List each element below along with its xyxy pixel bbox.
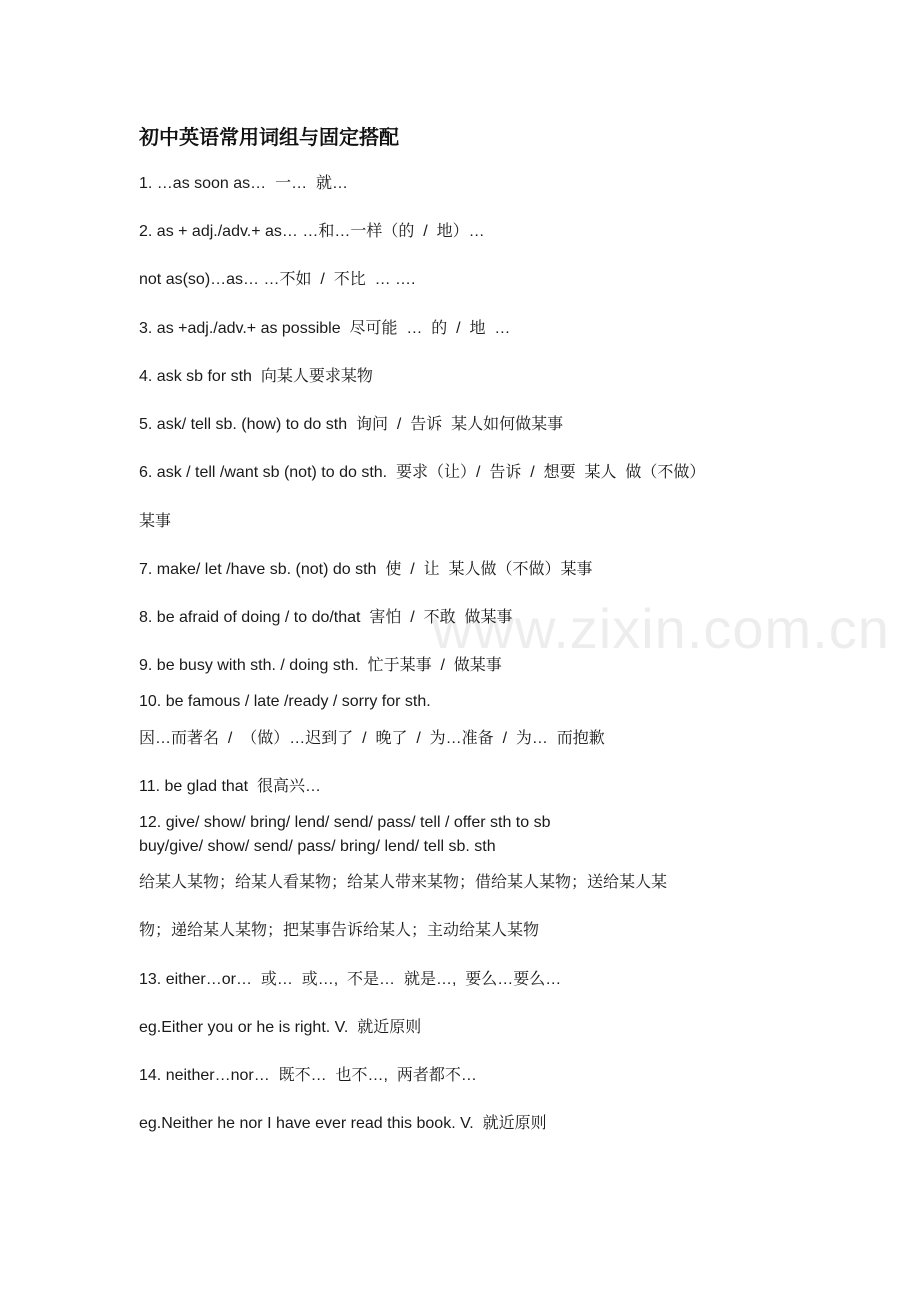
document-title: 初中英语常用词组与固定搭配 — [139, 125, 399, 149]
watermark: www.zixin.com.cn — [432, 597, 890, 660]
text-line: 1. …as soon as… 一… 就… — [139, 175, 348, 192]
text-line: 因…而著名 / （做）…迟到了 / 晚了 / 为…准备 / 为… 而抱歉 — [139, 730, 605, 747]
text-line: 某事 — [139, 513, 172, 530]
text-line: 6. ask / tell /want sb (not) to do sth. 要求（让）/ 告诉 / 想要 某人 做（不做） — [139, 464, 706, 481]
text-line: 5. ask/ tell sb. (how) to do sth 询问 / 告诉 某人如何做某事 — [139, 416, 564, 433]
text-line: 14. neither…nor… 既不… 也不…, 两者都不… — [139, 1067, 477, 1084]
text-line: 12. give/ show/ bring/ lend/ send/ pass/ tell / offer sth to sb — [139, 814, 551, 831]
text-line: 4. ask sb for sth 向某人要求某物 — [139, 368, 373, 385]
text-line: not as(so)…as… …不如 / 不比 … …. — [139, 271, 416, 288]
text-line: 9. be busy with sth. / doing sth. 忙于某事 / 做某事 — [139, 657, 502, 674]
text-line: 11. be glad that 很高兴… — [139, 778, 322, 795]
text-line: eg.Either you or he is right. V. 就近原则 — [139, 1019, 422, 1036]
text-line: 给某人某物；给某人看某物；给某人带来某物；借给某人某物；送给某人某 — [139, 874, 668, 891]
text-line: 13. either…or… 或… 或…, 不是… 就是…, 要么…要么… — [139, 971, 562, 988]
text-line: buy/give/ show/ send/ pass/ bring/ lend/ tell sb. sth — [139, 838, 496, 855]
text-line: 2. as + adj./adv.+ as… …和…一样（的 / 地）… — [139, 223, 485, 240]
text-line: 10. be famous / late /ready / sorry for sth. — [139, 693, 431, 710]
text-line: 3. as +adj./adv.+ as possible 尽可能 … 的 / 地 … — [139, 320, 511, 337]
text-line: 8. be afraid of doing / to do/that 害怕 / 不敢 做某事 — [139, 609, 513, 626]
text-line: 7. make/ let /have sb. (not) do sth 使 / 让 某人做（不做）某事 — [139, 561, 593, 578]
text-line: eg.Neither he nor I have ever read this book. V. 就近原则 — [139, 1115, 547, 1132]
text-line: 物；递给某人某物；把某事告诉给某人；主动给某人某物 — [139, 922, 540, 939]
